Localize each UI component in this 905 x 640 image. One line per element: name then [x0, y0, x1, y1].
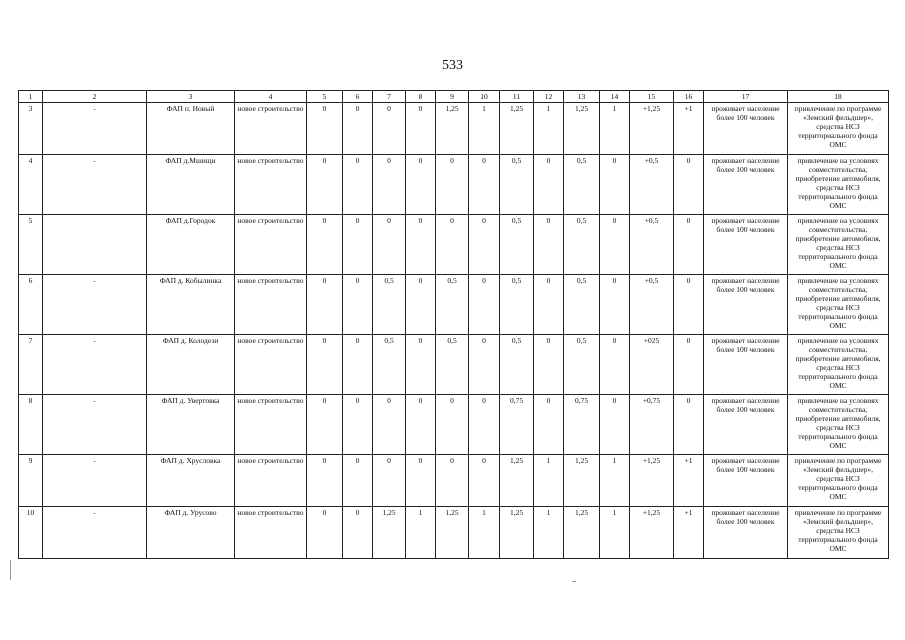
cell-col12: 0: [534, 395, 564, 455]
cell-col14: 1: [600, 507, 630, 559]
row-number: 4: [19, 155, 43, 215]
cell-col6: 0: [343, 215, 373, 275]
facility-name: ФАП д. Кобылинка: [147, 275, 235, 335]
row-number: 8: [19, 395, 43, 455]
construction-type: новое строительство: [235, 155, 307, 215]
table-row: [19, 215, 889, 275]
cell-col6: 0: [343, 455, 373, 507]
cell-col11: 0,5: [500, 215, 534, 275]
cell-col13: 1,25: [564, 507, 600, 559]
cell-col13: 1,25: [564, 455, 600, 507]
cell-col2: -: [43, 103, 147, 155]
cell-col10: 0: [469, 275, 500, 335]
population-note: проживает население более 100 человек: [704, 215, 788, 275]
cell-col9: 1,25: [436, 103, 469, 155]
cell-col8: 0: [406, 215, 436, 275]
column-header: 14: [600, 91, 630, 103]
cell-col10: 1: [469, 103, 500, 155]
cell-col8: 0: [406, 155, 436, 215]
cell-col12: 1: [534, 455, 564, 507]
column-header: 13: [564, 91, 600, 103]
cell-col10: 0: [469, 335, 500, 395]
page-number: 533: [442, 58, 463, 73]
cell-col14: 0: [600, 155, 630, 215]
cell-col16: 0: [674, 335, 704, 395]
column-header: 3: [147, 91, 235, 103]
population-note: проживает население более 100 человек: [704, 507, 788, 559]
cell-col9: 0: [436, 155, 469, 215]
cell-col7: 0,5: [373, 335, 406, 395]
construction-type: новое строительство: [235, 507, 307, 559]
row-number: 7: [19, 335, 43, 395]
cell-col15: +1,25: [630, 455, 674, 507]
cell-col14: 1: [600, 103, 630, 155]
column-header: 8: [406, 91, 436, 103]
column-header: 9: [436, 91, 469, 103]
cell-col14: 1: [600, 455, 630, 507]
cell-col2: -: [43, 507, 147, 559]
cell-col5: 0: [307, 215, 343, 275]
cell-col13: 0,75: [564, 395, 600, 455]
row-number: 10: [19, 507, 43, 559]
cell-col15: +025: [630, 335, 674, 395]
cell-col13: 0,5: [564, 155, 600, 215]
construction-type: новое строительство: [235, 275, 307, 335]
cell-col8: 0: [406, 103, 436, 155]
cell-col10: 1: [469, 507, 500, 559]
facility-name: ФАП д. Урусово: [147, 507, 235, 559]
cell-col15: +0,5: [630, 215, 674, 275]
cell-col12: 1: [534, 103, 564, 155]
cell-col9: 0,5: [436, 275, 469, 335]
cell-col5: 0: [307, 155, 343, 215]
cell-col8: 0: [406, 395, 436, 455]
table-row: [19, 335, 889, 395]
cell-col8: 0: [406, 275, 436, 335]
staffing-measure: привлечение по программе «Земский фельдшер», средства НСЗ территориального фонда ОМС: [788, 455, 889, 507]
cell-col6: 0: [343, 155, 373, 215]
facility-name: ФАП д.Городок: [147, 215, 235, 275]
facility-name: ФАП д. Хрусловка: [147, 455, 235, 507]
cell-col2: -: [43, 395, 147, 455]
cell-col7: 0: [373, 155, 406, 215]
cell-col10: 0: [469, 215, 500, 275]
cell-col16: 0: [674, 215, 704, 275]
staffing-measure: привлечение на условиях совместительства, приобретение автомобиля, средства НСЗ территориального фонда ОМС: [788, 155, 889, 215]
cell-col6: 0: [343, 103, 373, 155]
facility-name: ФАП д. Увертовка: [147, 395, 235, 455]
cell-col11: 1,25: [500, 103, 534, 155]
cell-col9: 0,5: [436, 335, 469, 395]
cell-col2: -: [43, 275, 147, 335]
cell-col7: 0: [373, 455, 406, 507]
column-header: 5: [307, 91, 343, 103]
cell-col5: 0: [307, 103, 343, 155]
cell-col10: 0: [469, 455, 500, 507]
cell-col15: +0,5: [630, 155, 674, 215]
cell-col11: 1,25: [500, 455, 534, 507]
cell-col5: 0: [307, 455, 343, 507]
staffing-measure: привлечение на условиях совместительства, приобретение автомобиля, средства НСЗ территориального фонда ОМС: [788, 215, 889, 275]
table-row: [19, 103, 889, 155]
row-number: 9: [19, 455, 43, 507]
cell-col5: 0: [307, 507, 343, 559]
cell-col11: 1,25: [500, 507, 534, 559]
cell-col14: 0: [600, 215, 630, 275]
population-note: проживает население более 100 человек: [704, 455, 788, 507]
cell-col14: 0: [600, 395, 630, 455]
cell-col13: 0,5: [564, 335, 600, 395]
cell-col7: 0: [373, 395, 406, 455]
cell-col11: 0,5: [500, 275, 534, 335]
cell-col7: 0,5: [373, 275, 406, 335]
construction-type: новое строительство: [235, 335, 307, 395]
row-number: 6: [19, 275, 43, 335]
cell-col12: 0: [534, 275, 564, 335]
scan-mark-bottom: [572, 581, 576, 582]
cell-col12: 0: [534, 335, 564, 395]
population-note: проживает население более 100 человек: [704, 155, 788, 215]
table-row: [19, 275, 889, 335]
cell-col12: 1: [534, 507, 564, 559]
cell-col14: 0: [600, 275, 630, 335]
column-header: 15: [630, 91, 674, 103]
cell-col12: 0: [534, 155, 564, 215]
cell-col11: 0,5: [500, 335, 534, 395]
cell-col6: 0: [343, 507, 373, 559]
column-header: 18: [788, 91, 889, 103]
cell-col10: 0: [469, 395, 500, 455]
cell-col15: +0,75: [630, 395, 674, 455]
cell-col12: 0: [534, 215, 564, 275]
cell-col2: -: [43, 155, 147, 215]
column-header: 6: [343, 91, 373, 103]
column-header: 17: [704, 91, 788, 103]
cell-col2: -: [43, 335, 147, 395]
cell-col2: [43, 215, 147, 275]
facility-name: ФАП п. Новый: [147, 103, 235, 155]
staffing-measure: привлечение на условиях совместительства, приобретение автомобиля, средства НСЗ территориального фонда ОМС: [788, 335, 889, 395]
construction-type: новое строительство: [235, 215, 307, 275]
column-header: 2: [43, 91, 147, 103]
staffing-measure: привлечение на условиях совместительства, приобретение автомобиля, средства НСЗ территориального фонда ОМС: [788, 395, 889, 455]
population-note: проживает население более 100 человек: [704, 103, 788, 155]
cell-col11: 0,5: [500, 155, 534, 215]
cell-col9: 0: [436, 395, 469, 455]
population-note: проживает население более 100 человек: [704, 395, 788, 455]
cell-col5: 0: [307, 395, 343, 455]
row-number: 3: [19, 103, 43, 155]
population-note: проживает население более 100 человек: [704, 335, 788, 395]
header-row: [19, 91, 889, 103]
cell-col16: +1: [674, 507, 704, 559]
cell-col8: 0: [406, 455, 436, 507]
column-header: 12: [534, 91, 564, 103]
cell-col13: 0,5: [564, 275, 600, 335]
construction-type: новое строительство: [235, 103, 307, 155]
table-row: [19, 395, 889, 455]
facility-name: ФАП д.Мшищи: [147, 155, 235, 215]
cell-col9: 1,25: [436, 507, 469, 559]
table-row: [19, 455, 889, 507]
table-row: [19, 507, 889, 559]
cell-col14: 0: [600, 335, 630, 395]
cell-col7: 0: [373, 103, 406, 155]
cell-col16: 0: [674, 395, 704, 455]
cell-col16: 0: [674, 155, 704, 215]
column-header: 16: [674, 91, 704, 103]
facility-name: ФАП д. Колодези: [147, 335, 235, 395]
cell-col16: +1: [674, 455, 704, 507]
construction-type: новое строительство: [235, 455, 307, 507]
cell-col15: +1,25: [630, 103, 674, 155]
population-note: проживает население более 100 человек: [704, 275, 788, 335]
cell-col16: +1: [674, 103, 704, 155]
cell-col15: +1,25: [630, 507, 674, 559]
column-header: 4: [235, 91, 307, 103]
staffing-measure: привлечение на условиях совместительства, приобретение автомобиля, средства НСЗ территориального фонда ОМС: [788, 275, 889, 335]
cell-col6: 0: [343, 335, 373, 395]
cell-col13: 0,5: [564, 215, 600, 275]
column-header: 1: [19, 91, 43, 103]
cell-col8: 0: [406, 335, 436, 395]
cell-col5: 0: [307, 335, 343, 395]
cell-col6: 0: [343, 395, 373, 455]
staffing-measure: привлечение по программе «Земский фельдшер», средства НСЗ территориального фонда ОМС: [788, 103, 889, 155]
cell-col16: 0: [674, 275, 704, 335]
cell-col7: 0: [373, 215, 406, 275]
cell-col5: 0: [307, 275, 343, 335]
construction-type: новое строительство: [235, 395, 307, 455]
cell-col8: 1: [406, 507, 436, 559]
staffing-measure: привлечение по программе «Земский фельдшер», средства НСЗ территориального фонда ОМС: [788, 507, 889, 559]
column-header: 11: [500, 91, 534, 103]
facility-table: [18, 90, 889, 559]
cell-col15: +0,5: [630, 275, 674, 335]
cell-col9: 0: [436, 215, 469, 275]
table-row: [19, 155, 889, 215]
cell-col9: 0: [436, 455, 469, 507]
cell-col13: 1,25: [564, 103, 600, 155]
column-header: 10: [469, 91, 500, 103]
scan-mark-left: [10, 560, 11, 580]
cell-col7: 1,25: [373, 507, 406, 559]
cell-col11: 0,75: [500, 395, 534, 455]
cell-col6: 0: [343, 275, 373, 335]
column-header: 7: [373, 91, 406, 103]
row-number: 5: [19, 215, 43, 275]
cell-col10: 0: [469, 155, 500, 215]
cell-col2: -: [43, 455, 147, 507]
